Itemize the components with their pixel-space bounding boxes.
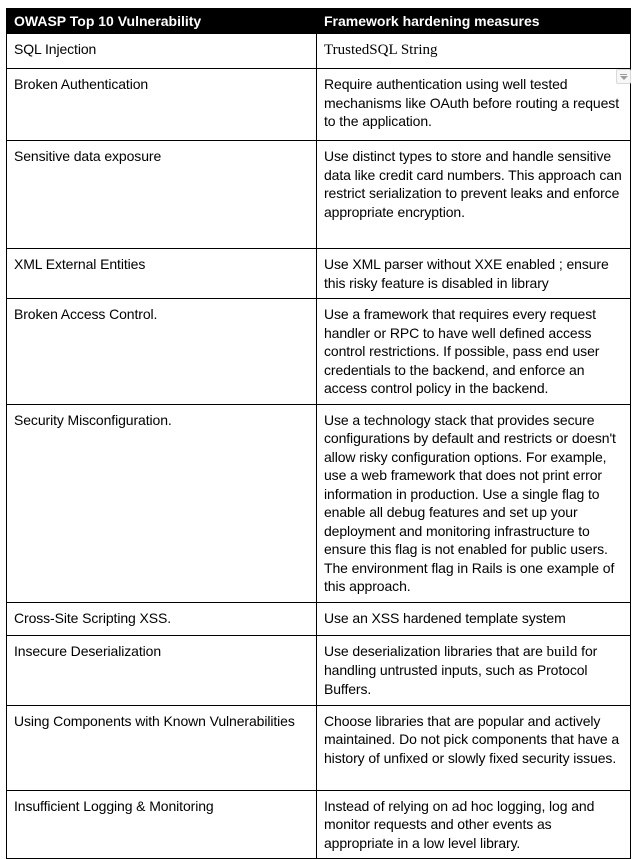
- measure-text-segment: for handling untrusted inputs, such as Protocol Buffers.: [324, 642, 598, 697]
- measure-cell: [317, 404, 631, 602]
- vulnerability-cell: Broken Access Control.: [7, 299, 317, 405]
- table-row: [7, 249, 631, 299]
- vulnerability-cell: Using Components with Known Vulnerabilities: [7, 705, 317, 790]
- table-row: [7, 705, 631, 790]
- vulnerability-cell: XML External Entities: [7, 249, 317, 299]
- triangle-down-icon: [620, 74, 627, 75]
- measure-text-segment: build: [546, 643, 578, 660]
- measure-cell: [317, 34, 631, 69]
- table-row: [7, 602, 631, 635]
- collapse-dropdown-button[interactable]: [616, 69, 631, 84]
- measure-cell: [317, 249, 631, 299]
- column-header-measures: Framework hardening measures: [317, 9, 631, 34]
- measure-text-segment: Use XML parser without XXE enabled ; ensure this risky feature is disabled in library: [324, 256, 609, 291]
- measure-text-segment: Use deserialization libraries that are: [324, 642, 547, 659]
- measure-text-segment: Instead of relying on ad hoc logging, log and monitor requests and other events as appropriate in a low level library.: [324, 797, 595, 851]
- owasp-hardening-table: [6, 8, 631, 859]
- measure-text-segment: Use a technology stack that provides secure configurations by default and restricts or doesn't allow risky configuration options. For example, use a web framework that does not print error information in production. Use a single flag to enable all debug features and set up your deployment and monitoring infrastructure to ensure this flag is not enabled for public users. The environment flag in Rails is one example of this approach.: [324, 411, 616, 594]
- table-header-row: [7, 9, 631, 34]
- vulnerability-cell: Insufficient Logging & Monitoring: [7, 790, 317, 859]
- vulnerability-cell: SQL Injection: [7, 34, 317, 69]
- measure-cell: [317, 635, 631, 705]
- measure-text-segment: Use an XSS hardened template system: [324, 609, 566, 626]
- vulnerability-cell: Security Misconfiguration.: [7, 404, 317, 602]
- table-row: [7, 34, 631, 69]
- measure-text-segment: Use a framework that requires every request handler or RPC to have well defined access control restrictions. If possible, pass end user credentials to the backend, and enforce an access control policy in the backend.: [324, 306, 600, 396]
- measure-text-segment: TrustedSQL String: [324, 42, 438, 58]
- measure-cell: [317, 602, 631, 635]
- vulnerability-cell: Sensitive data exposure: [7, 141, 317, 249]
- measure-cell: [317, 705, 631, 790]
- measure-text-segment: Require authentication using well tested mechanisms like OAuth before routing a request to the application.: [324, 76, 619, 129]
- table-row: [7, 404, 631, 602]
- measure-cell: [317, 299, 631, 405]
- measure-cell: [317, 790, 631, 859]
- column-header-vulnerability: OWASP Top 10 Vulnerability: [7, 9, 317, 34]
- vulnerability-cell: Insecure Deserialization: [7, 635, 317, 705]
- table-row: [7, 299, 631, 405]
- table-row: [7, 635, 631, 705]
- measure-cell: [317, 69, 631, 141]
- table-body: [7, 34, 631, 859]
- vulnerability-cell: Cross-Site Scripting XSS.: [7, 602, 317, 635]
- table-row: [7, 790, 631, 859]
- table-row: [7, 141, 631, 249]
- measure-text-segment: Choose libraries that are popular and actively maintained. Do not pick components that have a history of unfixed or slowly fixed security issues.: [324, 712, 620, 766]
- table-row: [7, 69, 631, 141]
- measure-cell: [317, 141, 631, 249]
- vulnerability-cell: Broken Authentication: [7, 69, 317, 141]
- measure-text-segment: Use distinct types to store and handle sensitive data like credit card numbers. This approach can restrict serialization to prevent leaks and enforce appropriate encryption.: [324, 148, 622, 220]
